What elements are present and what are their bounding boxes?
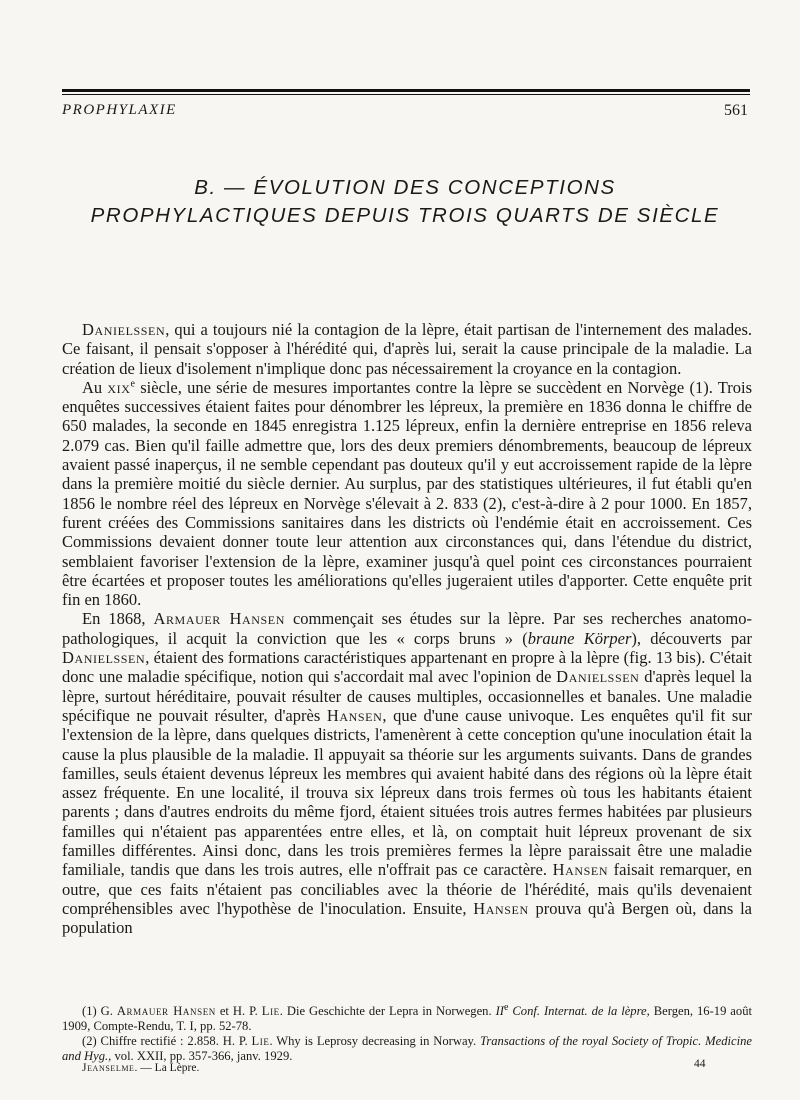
author-name: Lie — [261, 1004, 280, 1018]
paragraph-text: , que d'une cause univoque. Les enquêtes qu'il fit sur l'extension de la lèpre, dans quelques districts, l'amenèrent à cette conception qu'une inoculation était la cause la plus plausible de la maladie. Il appuyait sa théorie sur les arguments suivants. Dans de grandes familles, seuls étaient devenus lépreux les membres qui avaient habité dans des régions où la lèpre était assez fréquente. En une localité, il trouva six lépreux dans trois fermes où tous les habitants étaient parents ; dans d'autres endroits du même fjord, étaient situées trois autres fermes habitées par plusieurs familles qui n'étaient pas apparentées entre elles, et là, on comptait huit lépreux provenant de six familles différentes. Ainsi donc, dans les trois premières fermes la lèpre paraissait être une maladie familiale, tandis que dans les trois autres, elle n'offrait pas ce caractère. — [62, 705, 752, 880]
paragraph-text: d'après lequel la lèpre, surtout héréditaire, pouvait résulter de causes multiples, occasionnelles et banales. Une maladie spécifique ne pouvait résulter, d'après — [62, 667, 752, 725]
paragraph-text: prouva qu'à Bergen où, dans la population — [62, 898, 752, 938]
paragraph-3 — [62, 609, 752, 937]
superscript: e — [503, 1001, 509, 1013]
paragraph-1 — [62, 320, 752, 378]
section-title-line-1: B. — ÉVOLUTION DES CONCEPTIONS — [194, 176, 616, 199]
footer-author: Jeanselme — [82, 1062, 135, 1074]
author-name: Armauer Hansen — [153, 609, 285, 629]
author-name: Hansen — [326, 705, 383, 725]
section-title — [60, 174, 750, 230]
footnote-1 — [62, 1001, 752, 1034]
footnote-text: , vol. XXII, pp. 357-366, janv. 1929. — [108, 1049, 293, 1063]
footnote-text: et H. P. — [215, 1004, 262, 1018]
footer-book-credit — [82, 1062, 199, 1074]
footnote-text: . Die Geschichte der Lepra in Norwegen. — [279, 1004, 496, 1018]
author-name: Danielssen — [82, 320, 166, 339]
paragraph-2 — [62, 378, 752, 610]
paragraph-text: ), découverts par — [631, 628, 752, 648]
author-name: Danielssen — [62, 648, 146, 668]
italic-source: Conf. Internat. de la lèpre — [508, 1004, 647, 1018]
author-name: Lie — [251, 1034, 270, 1048]
footnote-2 — [62, 1034, 752, 1064]
running-head: PROPHYLAXIE — [62, 102, 177, 118]
italic-source: II — [495, 1004, 504, 1018]
paragraph-text: , qui a toujours nié la contagion de la lèpre, était partisan de l'internement des malades. Ce faisant, il pensait s'opposer à l'hérédité qui, d'après lui, serait la cause principale de la maladie. La création de lieux d'isolement n'implique donc pas nécessairement la croyance en la contagion. — [62, 320, 752, 378]
century-numeral: xix — [107, 377, 131, 397]
footnote-text: . Why is Leprosy decreasing in Norway. — [269, 1034, 481, 1048]
footnote-text: (2) Chiffre rectifié : 2.858. H. P. — [82, 1034, 252, 1048]
paragraph-text: faisait remarquer, en outre, que ces faits n'étaient pas conciliables avec la théorie de l'hérédité, mais qu'ils devenaient compréhensibles avec l'hypothèse de l'inoculation. Ensuite, — [62, 860, 752, 918]
paragraph-text: commençait ses études sur la lèpre. Par ses recherches anatomo-pathologiques, il acquit la conviction que les « corps bruns » ( — [62, 609, 752, 648]
footnotes — [62, 1001, 752, 1064]
author-name: Hansen — [552, 860, 609, 880]
footnote-text: (1) G. — [82, 1004, 117, 1018]
paragraph-text: En 1868, — [82, 609, 154, 629]
body-text — [62, 320, 752, 938]
page-number: 561 — [724, 102, 748, 119]
paragraph-text: siècle, une série de mesures importantes contre la lèpre se succèdent en Norvège (1). Trois enquêtes successives étaient faites pour dénombrer les lépreux, la première en 1836 donna le chiffre de 650 malades, la seconde en 1845 enregistra 1.125 lépreux, enfin la dernière entreprise en 1856 releva 2.079 cas. Bien qu'il faille admettre que, lors des deux premiers dénombrements, beaucoup de lépreux avaient passé inaperçus, il ne semble cependant pas douteux qu'il y eut accroissement rapide de la lèpre dans la première moitié du siècle dernier. Au surplus, par des statistiques ultérieures, il fut établi qu'en 1856 le nombre réel des lépreux en Norvège s'élevait à 2. 833 (2), c'est-à-dire à 2 pour 1000. En 1857, furent créées des Commissions sanitaires dans les districts où l'endémie était en accroissement. Ces Commissions devaient donner toute leur attention aux circonstances qui, dans l'étendue du district, semblaient favoriser l'extension de la lèpre, examiner jusqu'à quel point ces circonstances pourraient être écartées et proposer toutes les améliorations qu'elles jugeraient utiles d'apporter. Cette enquête prit fin en 1860. — [62, 377, 753, 610]
paragraph-text: , étaient des formations caractéristiques appartenant en propre à la lèpre (fig. 13 bis). C'était donc une maladie spécifique, notion qui s'accordait mal avec l'opinion de — [62, 648, 752, 687]
paragraph-text: Au — [82, 377, 108, 397]
footer-separator: . — — [134, 1062, 155, 1074]
header-rule-thick — [62, 89, 750, 92]
author-name: Armauer Hansen — [116, 1004, 216, 1018]
italic-source: Transactions of the royal Society of Tropic. Medicine and Hyg. — [62, 1034, 752, 1063]
author-name: Danielssen — [556, 667, 640, 687]
signature-mark: 44 — [694, 1058, 706, 1070]
author-name: Hansen — [473, 898, 529, 918]
italic-term: braune Körper — [527, 628, 632, 648]
footnote-text: , Bergen, 16-19 août 1909, Compte-Rendu, T. I, pp. 52-78. — [62, 1004, 752, 1033]
section-title-line-2: PROPHYLACTIQUES DEPUIS TROIS QUARTS DE SIÈCLE — [90, 204, 720, 227]
footer-book-title: La Lèpre. — [154, 1062, 200, 1074]
header-rule-thin — [62, 94, 750, 95]
superscript: e — [130, 378, 135, 390]
